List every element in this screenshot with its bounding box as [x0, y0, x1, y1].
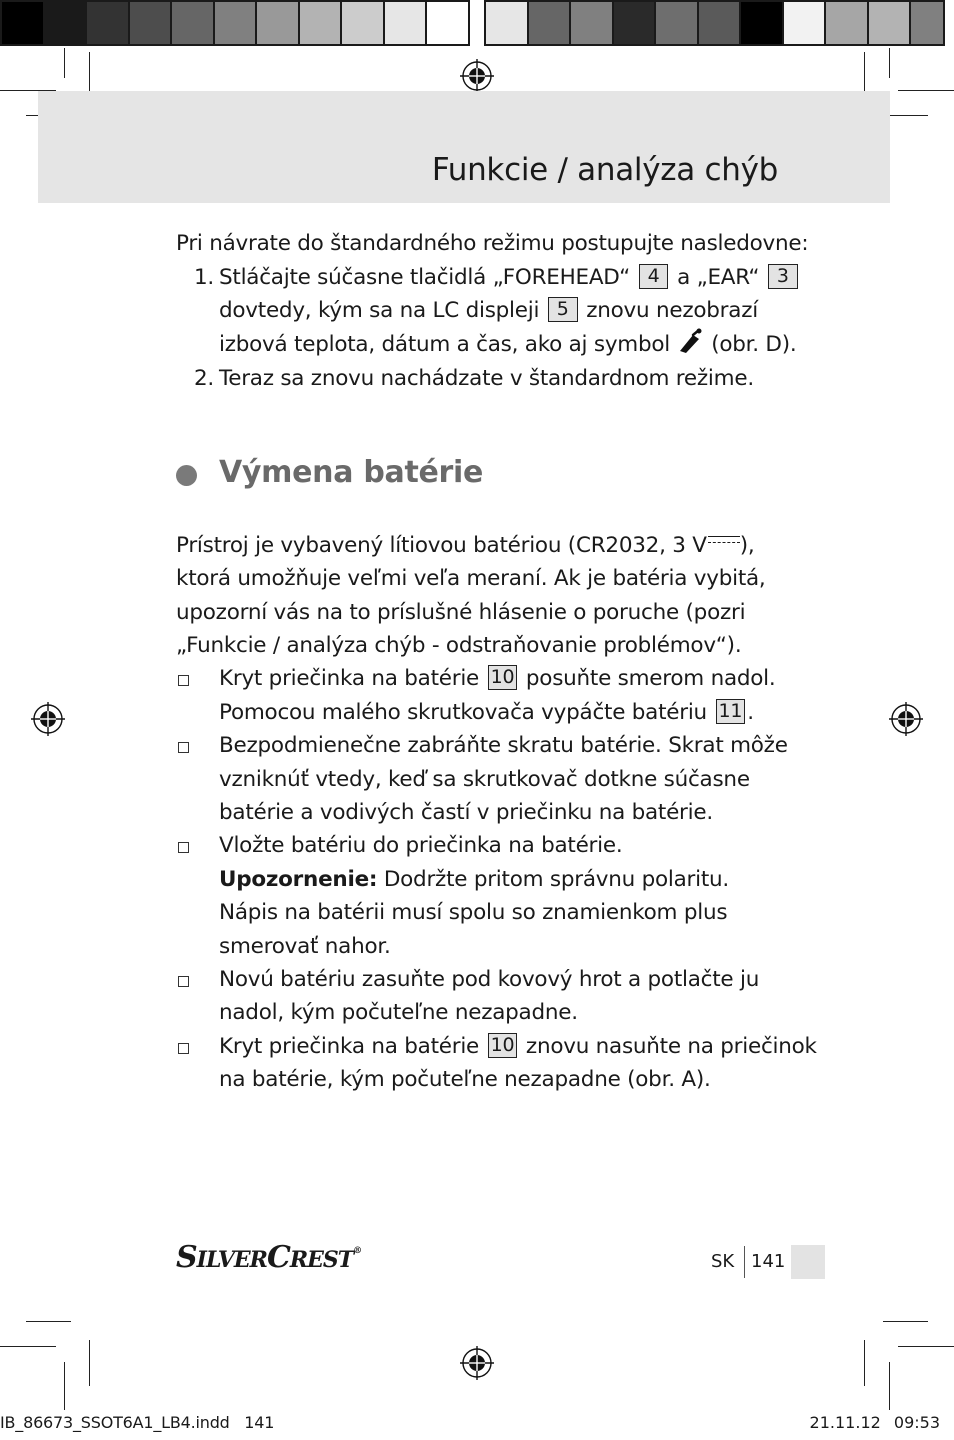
- bullet-3-text-b: Dodržte pritom správnu polaritu.: [383, 867, 729, 892]
- bullet-1-text-a: Kryt priečinka na batérie: [219, 666, 480, 691]
- ref-badge-forehead: 4: [639, 264, 669, 289]
- color-swatch: [130, 0, 173, 46]
- step-1-line-1: [219, 261, 800, 295]
- color-swatch: [342, 0, 385, 46]
- brand-logo: SILVERCREST®: [176, 1240, 362, 1275]
- color-swatch: [215, 0, 258, 46]
- color-swatch: [656, 0, 699, 46]
- crop-mark: [64, 1362, 65, 1410]
- color-swatch: [87, 0, 130, 46]
- note-label: Upozornenie:: [219, 867, 378, 892]
- bullet-2-line-3: batérie a vodivých častí v priečinku na batérie.: [219, 800, 713, 825]
- registration-mark-icon: [460, 1346, 494, 1380]
- color-swatch: [784, 0, 827, 46]
- intro-lead: Pri návrate do štandardného režimu postupujte nasledovne:: [176, 231, 809, 256]
- crop-mark: [898, 90, 954, 91]
- color-swatch: [529, 0, 572, 46]
- slug-time: 09:53: [893, 1413, 940, 1432]
- page-title: Funkcie / analýza chýb: [431, 152, 778, 188]
- color-swatch: [826, 0, 869, 46]
- crop-mark: [864, 1340, 865, 1386]
- section-para-line-2: ktorá umožňuje veľmi veľa meraní. Ak je batéria vybitá,: [176, 566, 766, 591]
- color-swatch: [0, 0, 45, 46]
- color-swatch: [614, 0, 657, 46]
- color-swatch: [172, 0, 215, 46]
- bullet-1-line-2: [219, 696, 754, 730]
- color-swatch: [484, 0, 529, 46]
- thermometer-probe-icon: [677, 328, 705, 354]
- bullet-1-text-d: .: [747, 700, 754, 725]
- bullet-square-icon: [178, 842, 189, 853]
- color-swatch: [911, 0, 945, 46]
- bullet-5-line-1: [219, 1030, 817, 1064]
- section-para-line-1: [176, 529, 754, 563]
- crop-mark: [889, 48, 890, 78]
- ref-badge-battery-cover: 10: [488, 1033, 518, 1058]
- ref-badge-ear: 3: [768, 264, 798, 289]
- section-bullet-icon: [176, 465, 197, 486]
- slug-date: 21.11.12: [809, 1413, 881, 1432]
- step-2-number: 2.: [194, 366, 215, 391]
- step-1-text-a: Stláčajte súčasne tlačidlá „FOREHEAD“: [219, 265, 631, 290]
- step-1-text-b: a „EAR“: [677, 265, 760, 290]
- registration-mark-icon: [460, 59, 494, 93]
- step-1-line-3: [219, 328, 796, 362]
- bullet-square-icon: [178, 1043, 189, 1054]
- ref-badge-battery: 11: [716, 699, 746, 724]
- color-swatch: [427, 0, 470, 46]
- crop-mark: [889, 1362, 890, 1410]
- step-1-text-f: (obr. D).: [711, 332, 797, 357]
- bullet-5-text-a: Kryt priečinka na batérie: [219, 1034, 480, 1059]
- para-text-1a: Prístroj je vybavený lítiovou batériou (CR2032, 3 V: [176, 533, 707, 558]
- bullet-1-text-b: posuňte smerom nadol.: [525, 666, 776, 691]
- bullet-2-line-2: vzniknúť vtedy, keď sa skrutkovač dotkne súčasne: [219, 767, 750, 792]
- bullet-1-line-1: [219, 662, 776, 696]
- step-1-text-d: znovu nezobrazí: [586, 298, 758, 323]
- dc-voltage-icon: [708, 534, 740, 548]
- section-title: Výmena batérie: [219, 455, 484, 490]
- step-2-text: Teraz sa znovu nachádzate v štandardnom režime.: [219, 366, 754, 391]
- color-calibration-strip-right: [484, 0, 945, 46]
- registration-mark-icon: [31, 702, 65, 736]
- bullet-square-icon: [178, 675, 189, 686]
- ref-badge-battery-cover: 10: [488, 665, 518, 690]
- para-text-1b: ),: [739, 533, 755, 558]
- step-1-text-e: izbová teplota, dátum a čas, ako aj symbol: [219, 332, 671, 357]
- registration-mark-icon: [889, 702, 923, 736]
- bullet-square-icon: [178, 742, 189, 753]
- color-swatch: [257, 0, 300, 46]
- bullet-3-line-1: Vložte batériu do priečinka na batérie.: [219, 833, 623, 858]
- bullet-square-icon: [178, 976, 189, 987]
- slug-timestamp: [810, 1413, 940, 1432]
- color-swatch: [741, 0, 784, 46]
- crop-mark: [64, 48, 65, 78]
- slug-file-info: IB_86673_SSOT6A1_LB4.indd 141: [0, 1413, 275, 1432]
- color-swatch: [869, 0, 912, 46]
- color-calibration-strip-left: [0, 0, 470, 46]
- section-para-line-3: upozorní vás na to príslušné hlásenie o poruche (pozri: [176, 600, 746, 625]
- section-para-line-4: „Funkcie / analýza chýb - odstraňovanie problémov“).: [176, 633, 742, 658]
- bullet-4-line-2: nadol, kým počuteľne nezapadne.: [219, 1000, 578, 1025]
- bullet-3-line-3: Nápis na batérii musí spolu so znamienkom plus: [219, 900, 728, 925]
- footer-divider: [744, 1246, 745, 1278]
- language-code: SK: [711, 1251, 735, 1272]
- step-1-text-c: dovtedy, kým sa na LC displeji: [219, 298, 540, 323]
- page-number: 141: [751, 1251, 786, 1272]
- crop-mark: [26, 1321, 71, 1322]
- crop-mark: [883, 1321, 928, 1322]
- color-swatch: [699, 0, 742, 46]
- bullet-1-text-c: Pomocou malého skrutkovača vypáčte batériu: [219, 700, 707, 725]
- bullet-4-line-1: Novú batériu zasuňte pod kovový hrot a potlačte ju: [219, 967, 760, 992]
- bullet-5-text-b: znovu nasuňte na priečinok: [525, 1034, 817, 1059]
- bullet-3-line-4: smerovať nahor.: [219, 934, 391, 959]
- bullet-3-line-2: [219, 863, 729, 897]
- crop-mark: [898, 1346, 954, 1347]
- crop-mark: [89, 1340, 90, 1386]
- color-swatch: [45, 0, 88, 46]
- bullet-5-line-2: na batérie, kým počuteľne nezapadne (obr. A).: [219, 1067, 711, 1092]
- crop-mark: [0, 1346, 56, 1347]
- ref-badge-display: 5: [548, 297, 578, 322]
- color-swatch: [385, 0, 428, 46]
- color-swatch: [571, 0, 614, 46]
- step-1-line-2: [219, 294, 758, 328]
- color-swatch: [300, 0, 343, 46]
- page-tab-marker: [791, 1245, 825, 1279]
- bullet-2-line-1: Bezpodmienečne zabráňte skratu batérie. Skrat môže: [219, 733, 788, 758]
- step-1-number: 1.: [194, 265, 215, 290]
